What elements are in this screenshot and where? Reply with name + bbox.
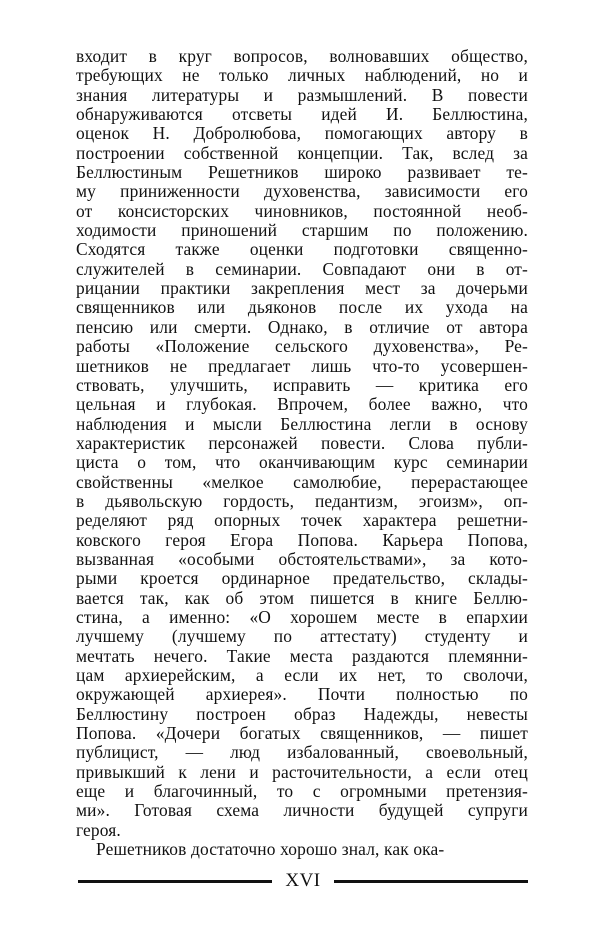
text-line: Беллюстину построен образ Надежды, невесты — [76, 703, 528, 724]
text-line: знания литературы и размышлений. В повести — [76, 84, 528, 105]
paragraph-1 — [76, 47, 528, 840]
text-line: от консисторских чиновников, постоянной необ- — [76, 200, 528, 221]
text-line: требующих не только личных наблюдений, но и — [76, 65, 528, 86]
text-line: Попова. «Дочери богатых священников, — пишет — [76, 723, 528, 744]
text-line: му приниженности духовенства, зависимости его — [76, 181, 528, 202]
text-line: публицист, — люд избалованный, своевольный, — [76, 742, 528, 763]
text-line: лучшему (лучшему по аттестату) студенту и — [76, 626, 528, 647]
text-line: стина, а именно: «О хорошем месте в епархии — [76, 606, 528, 627]
text-line: служителей в семинарии. Совпадают они в от- — [76, 258, 528, 279]
text-line: Решетников достаточно хорошо знал, как ока- — [96, 839, 445, 860]
text-line: еще и благочинный, то с огромными претензия- — [76, 781, 528, 802]
text-line: входит в круг вопросов, волновавших общество, — [76, 46, 528, 66]
footer-rule-left — [78, 880, 272, 883]
text-line: наблюдения и мысли Беллюстина легли в основу — [76, 413, 528, 434]
footer-rule-right — [334, 880, 528, 883]
text-line: обнаруживаются отсветы идей И. Беллюстина, — [76, 104, 528, 125]
text-line: ковского героя Егора Попова. Карьера Попова, — [76, 529, 528, 550]
text-line: ствовать, улучшить, исправить — критика его — [76, 374, 528, 395]
paragraph-2 — [76, 840, 528, 859]
text-line: героя. — [76, 819, 121, 840]
text-line: свойственны «мелкое самолюбие, перерастающее — [76, 471, 528, 492]
text-line: характеристик персонажей повести. Слова публи- — [76, 432, 528, 453]
text-line: цам архиерейским, а если их нет, то сволочи, — [76, 665, 528, 685]
text-line: в дьявольскую гордость, педантизм, эгоизм», оп- — [76, 490, 528, 511]
text-line: Беллюстиным Решетников широко развивает те- — [76, 162, 528, 183]
page-number: XVI — [285, 870, 321, 891]
text-line: вызванная «особыми обстоятельствами», за кото- — [76, 548, 528, 569]
text-line: ределяют ряд опорных точек характера решетни- — [76, 510, 528, 531]
text-line: цельная и глубокая. Впрочем, более важно, что — [76, 394, 528, 415]
text-line: шетников не предлагает лишь что-то усовершен- — [76, 355, 528, 376]
text-line: вается так, как об этом пишется в книге Беллю- — [76, 587, 528, 608]
text-line: ми». Готовая схема личности будущей супруги — [76, 800, 528, 821]
text-line: мечтать нечего. Такие места раздаются племянни- — [76, 645, 528, 666]
text-line: оценок Н. Добролюбова, помогающих автору в — [76, 123, 528, 144]
text-line: рыми кроется ординарное предательство, склады- — [76, 568, 528, 589]
text-line: построении собственной концепции. Так, вслед за — [76, 142, 528, 163]
page-footer — [78, 869, 528, 893]
text-line: привыкший к лени и расточительности, а если отец — [76, 761, 528, 782]
page-body — [76, 47, 528, 859]
text-line: работы «Положение сельского духовенства», Ре- — [76, 336, 528, 357]
text-line: рицании практики закрепления мест за дочерьми — [76, 278, 528, 299]
text-line: пенсию или смерти. Однако, в отличие от автора — [76, 316, 528, 337]
text-line: окружающей архиерея». Почти полностью по — [76, 684, 528, 705]
text-line: Сходятся также оценки подготовки священно- — [76, 239, 528, 260]
text-line: священников или дьяконов после их ухода на — [76, 297, 528, 318]
text-line: ходимости приношений старшим по положению. — [76, 220, 528, 241]
text-line: циста о том, что оканчивающим курс семинарии — [76, 452, 528, 473]
